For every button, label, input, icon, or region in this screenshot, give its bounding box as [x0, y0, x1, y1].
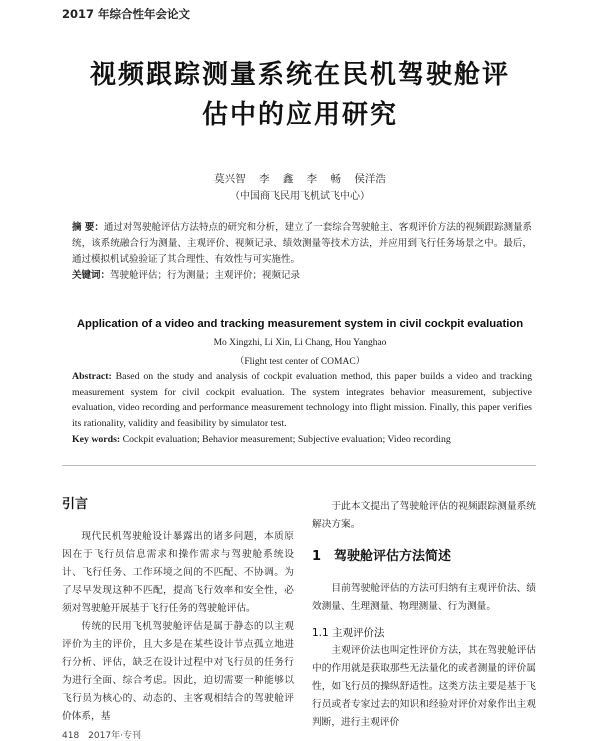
- running-header: 2017 年综合性年会论文: [62, 7, 191, 21]
- abstract-en: [72, 369, 532, 431]
- abstract-cn-text: 通过对驾驶舱评估方法特点的研究和分析，建立了一套综合驾驶舱主、客观评价方法的视频跟踪测量系统，该系统融合行为测量、主观评价、视频记录、绩效测量等技术方法，并应用到飞行任务场景之中。最后，通过模拟机试验验证了其合理性、有效性与可实施性。: [72, 222, 532, 265]
- keywords-en-text: Cockpit evaluation; Behavior measurement; Subjective evaluation; Video recording: [122, 434, 451, 445]
- keywords-en-label: Key words:: [72, 434, 121, 445]
- right-column: [312, 498, 536, 732]
- section-divider: [62, 465, 536, 466]
- left-column: [62, 496, 294, 726]
- abstract-cn-label: 摘 要：: [72, 222, 104, 233]
- affiliation-cn: （中国商飞民用飞机试飞中心）: [230, 191, 370, 202]
- page-footer: 418 2017年·专刊: [62, 731, 141, 741]
- affiliation-en: （Flight test center of COMAC）: [234, 357, 366, 367]
- paper-title-line-1: 视频跟踪测量系统在民机驾驶舱评: [89, 60, 510, 90]
- authors-cn: 莫兴智 李 鑫 李 畅 侯洋浩: [214, 173, 386, 185]
- abstract-en-label: Abstract:: [72, 371, 112, 382]
- subsection-1-1-heading: 1.1 主观评价法: [312, 627, 385, 639]
- abstract-cn: [72, 220, 532, 268]
- keywords-cn-label: 关键词：: [72, 270, 111, 281]
- section-1-heading: 1 驾驶舱评估方法简述: [312, 549, 452, 564]
- section-1-paragraph: 目前驾驶舱评估的方法可归纳有主观评价法、绩效测量、生理测量、物理测量、行为测量。: [312, 583, 536, 612]
- intro-continuation: 于此本文提出了驾驶舱评估的视频跟踪测量系统解决方案。: [312, 501, 536, 530]
- authors-en: Mo Xingzhi, Li Xin, Li Chang, Hou Yanghao: [213, 338, 387, 348]
- paper-title-line-2: 估中的应用研究: [201, 100, 398, 130]
- paper-title-en: Application of a video and tracking measurement system in civil cockpit evaluation: [76, 318, 524, 330]
- keywords-cn-text: 驾驶舱评估；行为测量；主观评价；视频记录: [110, 270, 301, 281]
- abstract-en-text: Based on the study and analysis of cockpit evaluation method, this paper builds a video and tracking measurement system for civil cockpit evaluation. The system integrates behavior measurement, subjective evaluation, video recording and performance measurement technology into flight mission. Finally, this paper verifies its rationality, validity and feasibility by simulator test.: [72, 371, 532, 429]
- subsection-1-1-paragraph: 主观评价法也叫定性评价方法，其在驾驶舱评估中的作用就是获取那些无法量化的或者测量的评价属性，如飞行员的操纵舒适性。这类方法主要是基于飞行员或者专家过去的知识和经验对评价对象作出主观判断，进行主观评价: [312, 645, 536, 728]
- keywords-en: [72, 432, 532, 448]
- intro-paragraph-1: 现代民机驾驶舱设计暴露出的诸多问题，本质原因在于飞行员信息需求和操作需求与驾驶舱系统设计、飞行任务、工作环境之间的不匹配、不协调。为了尽早发现这种不匹配，提高飞行效率和安全性，必须对驾驶舱开展基于飞行任务的驾驶舱评估。: [62, 531, 294, 614]
- intro-heading: 引言: [62, 497, 89, 512]
- intro-paragraph-2: 传统的民用飞机驾驶舱评估是属于静态的以主观评价为主的评价，且大多是在某些设计节点孤立地进行分析、评估，缺乏在设计过程中对飞行员的任务行为进行全面、综合考虑。因此，迫切需要一种能够以飞行员为核心的、动态的、主客观相结合的驾驶舱评价体系，基: [62, 621, 294, 722]
- keywords-cn: [72, 268, 532, 284]
